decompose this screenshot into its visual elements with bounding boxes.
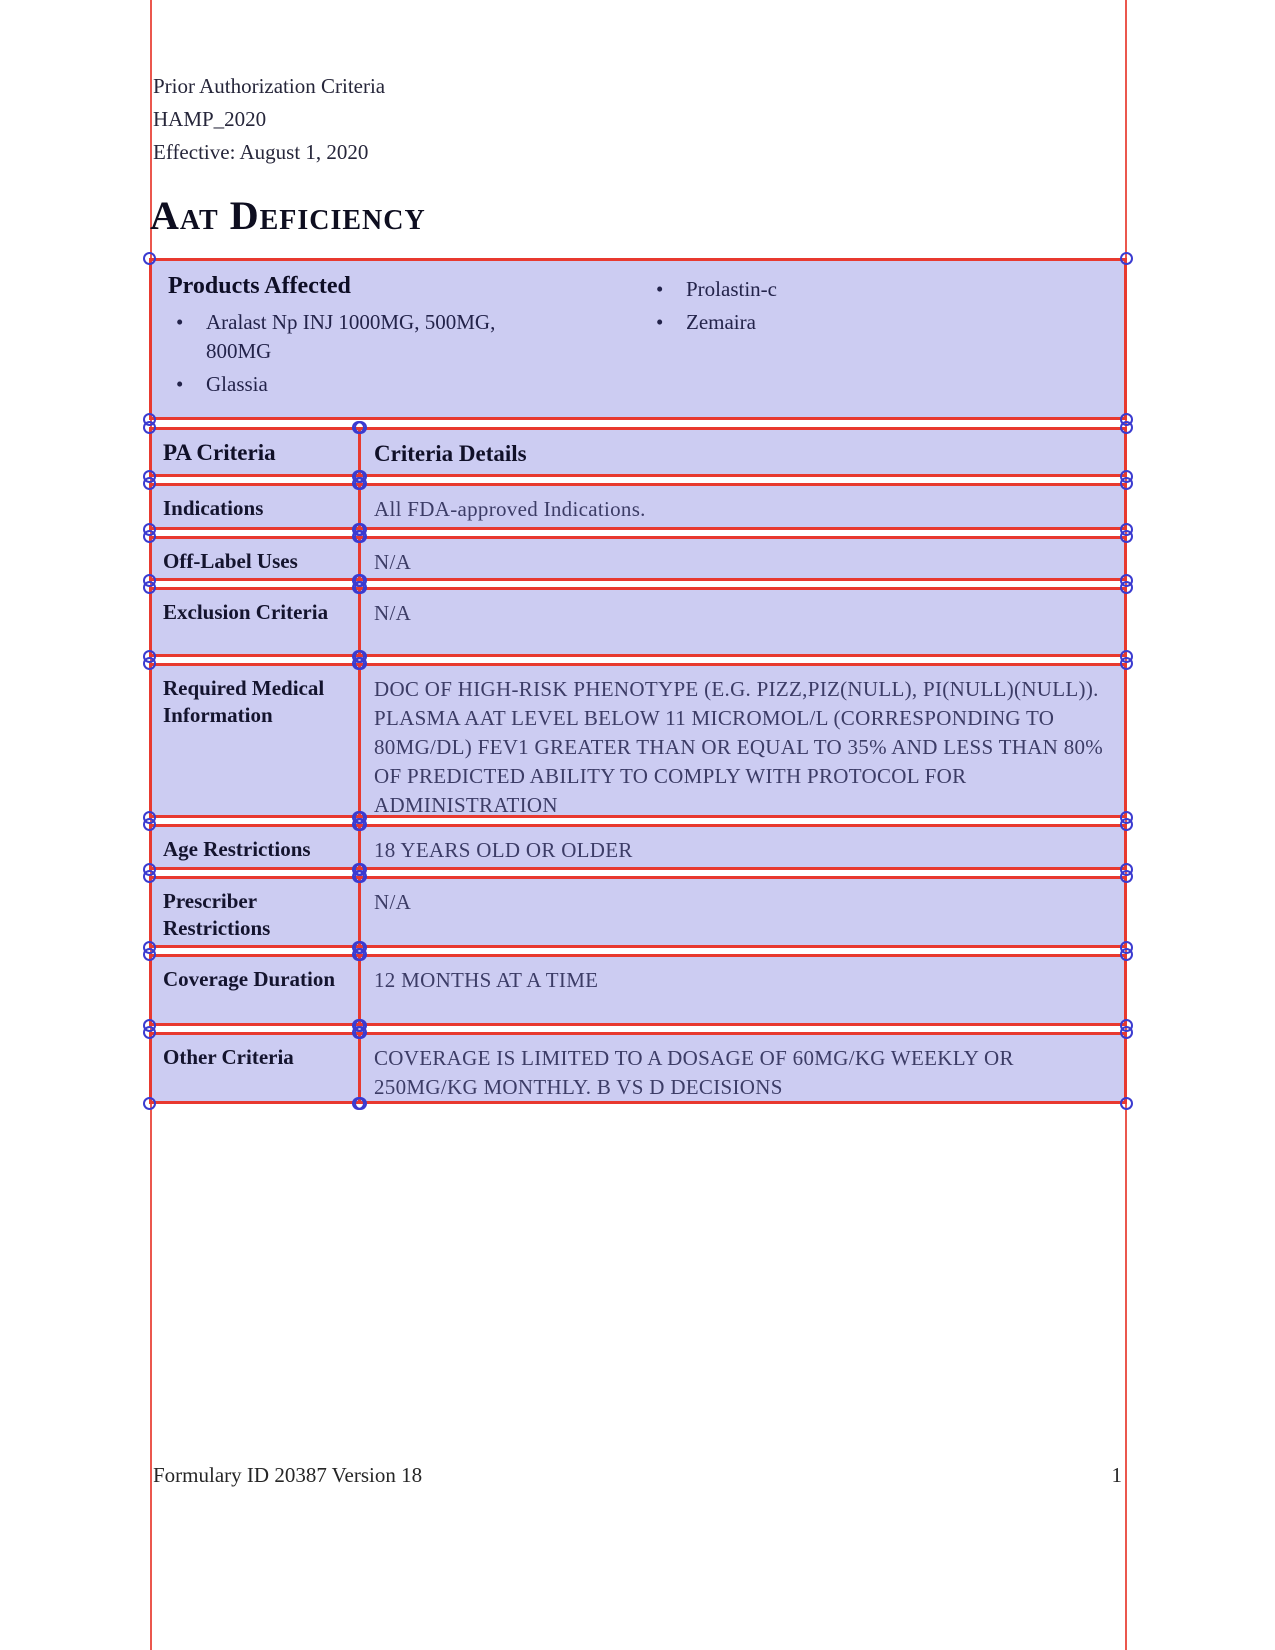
row-value-cell (358, 663, 1127, 818)
row-label-cell (149, 1032, 361, 1104)
corner-marker-icon (1120, 650, 1133, 663)
corner-marker-icon (143, 530, 156, 543)
products-list-1 (168, 308, 648, 399)
row-value: COVERAGE IS LIMITED TO A DOSAGE OF 60MG/KG WEEKLY OR 250MG/KG MONTHLY. B VS D DECISIONS (374, 1046, 1014, 1099)
corner-marker-icon (1120, 941, 1133, 954)
row-label-cell (149, 483, 361, 530)
row-value: All FDA-approved Indications. (374, 497, 646, 521)
corner-marker-icon (1120, 948, 1133, 961)
row-value-cell (358, 536, 1127, 581)
corner-marker-icon (1120, 863, 1133, 876)
products-list-2 (648, 275, 1114, 337)
pa-criteria-table (149, 427, 1127, 1110)
column-header-label: Criteria Details (374, 441, 527, 466)
corner-marker-icon (1120, 530, 1133, 543)
row-label: Exclusion Criteria (163, 600, 329, 624)
row-value: N/A (374, 890, 412, 914)
row-label: Other Criteria (163, 1045, 294, 1069)
products-affected-heading: Products Affected (168, 273, 351, 299)
table-row-indications (149, 483, 1127, 530)
products-affected-box (149, 258, 1127, 420)
corner-marker-icon (1120, 574, 1133, 587)
table-row-coverage-duration (149, 954, 1127, 1026)
header-line-3: Effective: August 1, 2020 (153, 140, 369, 164)
corner-marker-icon (1120, 657, 1133, 670)
products-column-1 (168, 273, 648, 403)
row-label: Off-Label Uses (163, 549, 298, 573)
table-row-required-medical-information (149, 663, 1127, 818)
table-row-age-restrictions (149, 824, 1127, 870)
corner-marker-icon (143, 1097, 156, 1110)
row-label: Age Restrictions (163, 837, 311, 861)
product-name: Aralast Np INJ 1000MG, 500MG, 800MG (206, 310, 496, 363)
column-header-label: PA Criteria (163, 440, 276, 465)
corner-marker-icon (1120, 470, 1133, 483)
header-cell-pa-criteria (149, 427, 361, 477)
corner-marker-icon (1120, 477, 1133, 490)
corner-marker-icon (143, 470, 156, 483)
row-label-cell (149, 587, 361, 657)
corner-marker-icon (1120, 811, 1133, 824)
corner-marker-icon (143, 863, 156, 876)
corner-marker-icon (1120, 1097, 1133, 1110)
row-value: N/A (374, 550, 412, 574)
row-label: Coverage Duration (163, 967, 336, 991)
table-row-other-criteria (149, 1032, 1127, 1104)
corner-marker-icon (143, 1026, 156, 1039)
row-label-cell (149, 824, 361, 870)
corner-marker-icon (1120, 1026, 1133, 1039)
corner-marker-icon (143, 523, 156, 536)
row-label: Prescriber Restrictions (163, 889, 271, 940)
row-value-cell (358, 483, 1127, 530)
list-item (168, 370, 648, 399)
corner-marker-icon (143, 870, 156, 883)
products-column-2 (648, 273, 1114, 403)
row-label-cell (149, 954, 361, 1026)
product-name: Prolastin-c (686, 277, 777, 301)
table-row-prescriber-restrictions (149, 876, 1127, 948)
corner-marker-icon (143, 477, 156, 490)
corner-marker-icon (1120, 870, 1133, 883)
row-value: DOC OF HIGH-RISK PHENOTYPE (E.G. PIZZ,PIZ(NULL), PI(NULL)(NULL)). PLASMA AAT LEVEL BELOW 11 MICROMOL/L (CORRESPONDING TO 80MG/DL) FEV1 GREATER THAN OR EQUAL TO 35% AND LESS THAN 80% OF PREDICTED ABILITY TO COMPLY WITH PROTOCOL FOR ADMINISTRATION (374, 677, 1104, 817)
corner-marker-icon (143, 948, 156, 961)
header-line-1: Prior Authorization Criteria (153, 74, 386, 98)
document-header (153, 70, 385, 169)
bullet-icon (168, 308, 206, 366)
page-title: Aat Deficiency (150, 193, 426, 238)
footer-formulary-id: Formulary ID 20387 Version 18 (153, 1463, 423, 1487)
bullet-icon (168, 370, 206, 399)
row-value-cell (358, 587, 1127, 657)
list-item (648, 308, 1114, 337)
product-name: Glassia (206, 372, 268, 396)
corner-marker-icon (143, 1019, 156, 1032)
row-label: Indications (163, 496, 264, 520)
corner-marker-icon (1120, 1019, 1133, 1032)
bullet-icon (648, 275, 686, 304)
footer-page-number: 1 (1111, 1463, 1122, 1487)
row-label-cell (149, 876, 361, 948)
list-item (648, 275, 1114, 304)
row-value: 12 MONTHS AT A TIME (374, 968, 599, 992)
corner-marker-icon (143, 941, 156, 954)
row-value: N/A (374, 601, 412, 625)
bullet-icon (648, 308, 686, 337)
row-value-cell (358, 954, 1127, 1026)
corner-marker-icon (143, 574, 156, 587)
row-value-cell (358, 1032, 1127, 1104)
corner-marker-icon (143, 657, 156, 670)
row-label: Required Medical Information (163, 676, 325, 727)
corner-marker-icon (1120, 581, 1133, 594)
products-affected-content (152, 261, 1124, 403)
header-cell-criteria-details (358, 427, 1127, 477)
corner-marker-icon (1120, 818, 1133, 831)
row-label-cell (149, 663, 361, 818)
header-line-2: HAMP_2020 (153, 107, 267, 131)
table-header-row (149, 427, 1127, 477)
row-value-cell (358, 876, 1127, 948)
row-value: 18 YEARS OLD OR OLDER (374, 838, 633, 862)
row-label-cell (149, 536, 361, 581)
corner-marker-icon (143, 818, 156, 831)
product-name: Zemaira (686, 310, 756, 334)
table-row-off-label-uses (149, 536, 1127, 581)
corner-marker-icon (143, 581, 156, 594)
corner-marker-icon (1120, 523, 1133, 536)
list-item (168, 308, 648, 366)
corner-marker-icon (143, 811, 156, 824)
row-value-cell (358, 824, 1127, 870)
corner-marker-icon (143, 650, 156, 663)
table-row-exclusion-criteria (149, 587, 1127, 657)
